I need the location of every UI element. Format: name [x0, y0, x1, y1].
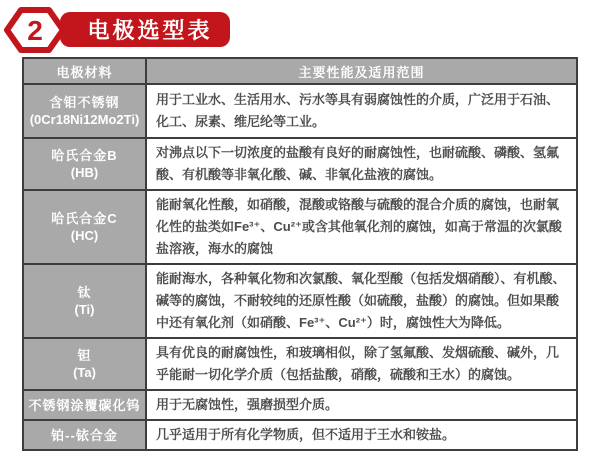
material-name: 哈氏合金C [51, 211, 118, 226]
section-number: 2 [27, 15, 43, 46]
electrode-table-body [23, 84, 577, 450]
description-cell: 能耐氧化性酸，如硝酸，混酸或铬酸与硫酸的混合介质的腐蚀，也耐氧化性的盐类如Fe³⁺、Cu²⁺或含其他氧化剂的腐蚀，如高于常温的次氯酸盐溶液，海水的腐蚀 [146, 190, 577, 264]
table-header [23, 58, 577, 84]
table-row [23, 390, 577, 420]
material-cell [23, 420, 146, 450]
description-cell: 几乎适用于所有化学物质，但不适用于王水和铵盐。 [146, 420, 577, 450]
description-cell: 能耐海水，各种氧化物和次氯酸、氧化型酸（包括发烟硝酸）、有机酸、碱等的腐蚀，不耐较纯的还原性酸（如硫酸，盐酸）的腐蚀。但如果酸中还有氧化剂（如硝酸、Fe³⁺、Cu²⁺）时，腐蚀性大为降低。 [146, 264, 577, 338]
table-row [23, 84, 577, 138]
table-row [23, 338, 577, 390]
material-cell [23, 390, 146, 420]
material-grade: (HC) [70, 228, 99, 243]
description-cell: 用于工业水、生活用水、污水等具有弱腐蚀性的介质，广泛用于石油、化工、尿素、维尼纶等工业。 [146, 84, 577, 138]
material-name: 钛 [77, 285, 92, 300]
table-row [23, 138, 577, 190]
electrode-selection-table [22, 57, 578, 451]
table-row [23, 264, 577, 338]
hexagon-badge-icon [4, 6, 66, 54]
material-cell [23, 338, 146, 390]
description-cell: 用于无腐蚀性，强磨损型介质。 [146, 390, 577, 420]
page-header [0, 0, 600, 57]
material-grade: (HB) [70, 165, 99, 180]
table-row [23, 420, 577, 450]
material-name: 铂--铱合金 [51, 427, 118, 443]
material-cell [23, 138, 146, 190]
page-title: 电极选型表 [87, 18, 213, 43]
material-name: 钽 [77, 348, 92, 363]
material-name: 含钼不锈钢 [49, 95, 120, 110]
column-header-performance: 主要性能及适用范围 [146, 58, 577, 84]
material-name: 不锈钢涂覆碳化钨 [28, 397, 141, 413]
description-cell: 具有优良的耐腐蚀性，和玻璃相似，除了氢氟酸、发烟硫酸、碱外，几乎能耐一切化学介质（包括盐酸，硝酸，硫酸和王水）的腐蚀。 [146, 338, 577, 390]
material-grade: (Ta) [73, 365, 96, 380]
material-grade: (0Cr18Ni12Mo2Ti) [29, 112, 140, 127]
section-number-badge [4, 6, 66, 54]
table-row [23, 190, 577, 264]
material-cell [23, 190, 146, 264]
column-header-material: 电极材料 [23, 58, 146, 84]
material-grade: (Ti) [74, 302, 95, 317]
section-title-pill [60, 12, 230, 47]
material-cell [23, 84, 146, 138]
material-name: 哈氏合金B [51, 148, 118, 163]
material-cell [23, 264, 146, 338]
description-cell: 对沸点以下一切浓度的盐酸有良好的耐腐蚀性，也耐硫酸、磷酸、氢氟酸、有机酸等非氧化酸、碱、非氧化盐液的腐蚀。 [146, 138, 577, 190]
table-header-row [23, 58, 577, 84]
